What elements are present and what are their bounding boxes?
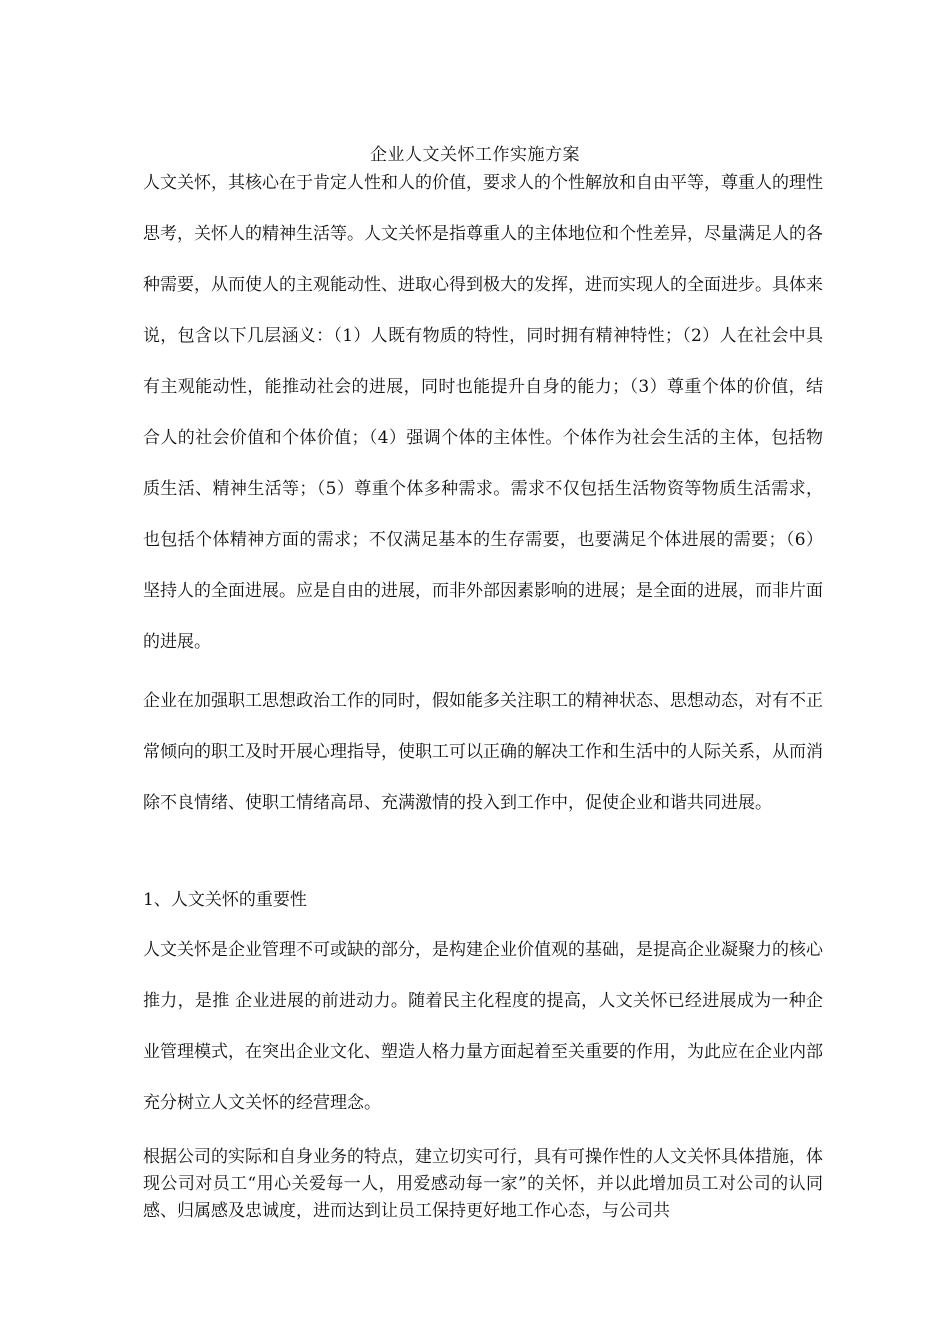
section-heading-importance: 1、人文关怀的重要性 — [143, 890, 307, 910]
paragraph-humanistic-care-definition: 人文关怀，其核心在于肯定人性和人的价值，要求人的个性解放和自由平等，尊重人的理性思考，关怀人的精神生活等。人文关怀是指尊重人的主体地位和个性差异，尽量满足人的各种需要，从而使人的主观能动性、进取心得到极大的发挥，进而实现人的全面进步。具体来说，包含以下几层涵义：（1）人既有物质的特性，同时拥有精神特性；（2）人在社会中具有主观能动性，能推动社会的进展，同时也能提升自身的能力；（3）尊重个体的价值，结合人的社会价值和个体价值；（4）强调个体的主体性。个体作为社会生活的主体，包括物质生活、精神生活等；（5）尊重个体多种需求。需求不仅包括生活物资等物质生活需求，也包括个体精神方面的需求；不仅满足基本的生存需要，也要满足个体进展的需要；（6）坚持人的全面进展。应是自由的进展，而非外部因素影响的进展；是全面的进展，而非片面的进展。 — [143, 173, 823, 652]
document-title: 企业人文关怀工作实施方案 — [370, 145, 580, 165]
paragraph-enterprise-care: 企业在加强职工思想政治工作的同时，假如能多关注职工的精神状态、思想动态，对有不正常倾向的职工及时开展心理指导，使职工可以正确的解决工作和生活中的人际关系，从而消除不良情绪、使职工情绪高昂、充满激情的投入到工作中，促使企业和谐共同进展。 — [143, 691, 823, 813]
paragraph-importance: 人文关怀是企业管理不可或缺的部分，是构建企业价值观的基础，是提高企业凝聚力的核心推力，是推 企业进展的前进动力。随着民主化程度的提高，人文关怀已经进展成为一种企业管理模式，在突出企业文化、塑造人格力量方面起着至关重要的作用，为此应在企业内部充分树立人文关怀的经营理念。 — [143, 940, 823, 1113]
paragraph-measures: 根据公司的实际和自身业务的特点，建立切实可行，具有可操作性的人文关怀具体措施，体现公司对员工“用心关爱每一人，用爱感动每一家”的关怀，并以此增加员工对公司的认同感、归属感及忠诚度，进而达到让员工保持更好地工作心态，与公司共 — [143, 1147, 823, 1221]
